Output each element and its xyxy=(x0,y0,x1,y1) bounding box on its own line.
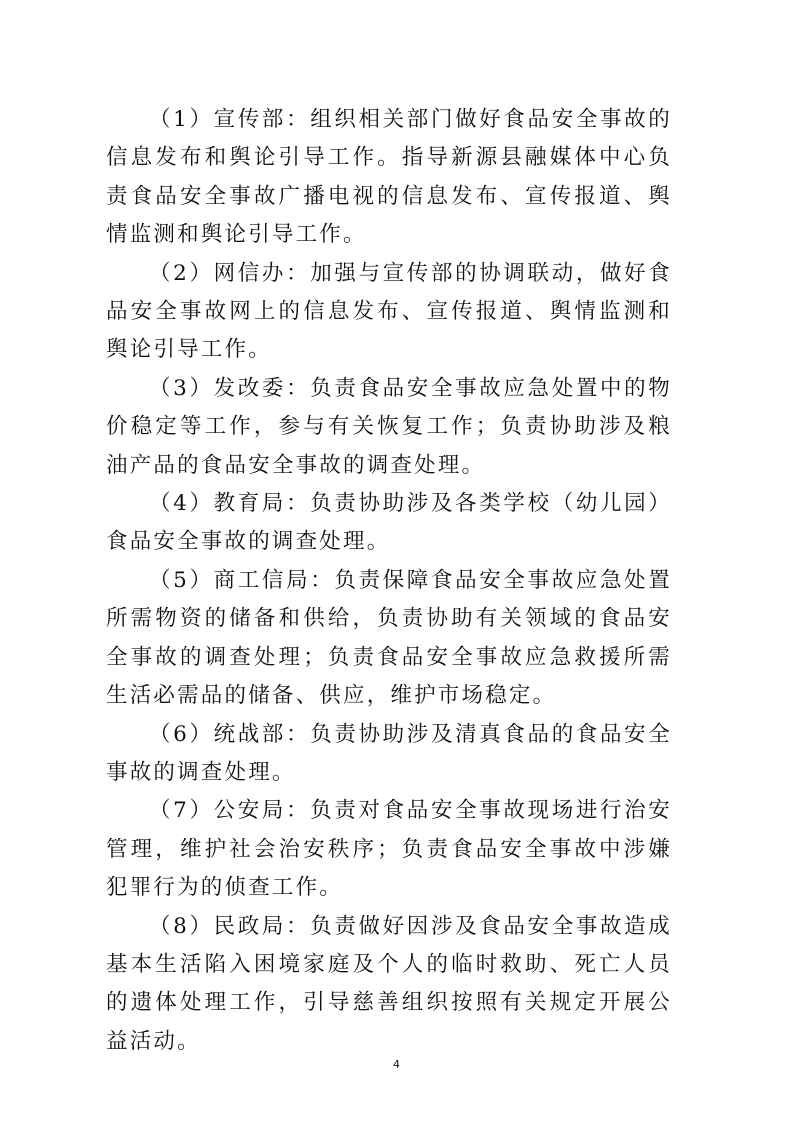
paragraph-cyberspace-office: （2）网信办：加强与宣传部的协调联动，做好食品安全事故网上的信息发布、宣传报道、舆情监测和舆论引导工作。 xyxy=(106,260,672,363)
paragraph-public-security-bureau: （7）公安局：负责对食品安全事故现场进行治安管理，维护社会治安秩序；负责食品安全事故中涉嫌犯罪行为的侦查工作。 xyxy=(106,798,672,901)
document-body xyxy=(106,101,672,1061)
paragraph-united-front-dept: （6）统战部：负责协助涉及清真食品的食品安全事故的调查处理。 xyxy=(106,721,672,785)
paragraph-development-reform-commission: （3）发改委：负责食品安全事故应急处置中的物价稳定等工作，参与有关恢复工作；负责协助涉及粮油产品的食品安全事故的调查处理。 xyxy=(106,375,672,478)
paragraph-civil-affairs-bureau: （8）民政局：负责做好因涉及食品安全事故造成基本生活陷入困境家庭及个人的临时救助、死亡人员的遗体处理工作，引导慈善组织按照有关规定开展公益活动。 xyxy=(106,913,672,1054)
paragraph-commerce-industry-bureau: （5）商工信局：负责保障食品安全事故应急处置所需物资的储备和供给，负责协助有关领域的食品安全事故的调查处理；负责食品安全事故应急救援所需生活必需品的储备、供应，维护市场稳定。 xyxy=(106,567,672,709)
page-number: 4 xyxy=(393,1058,400,1071)
paragraph-propaganda-dept: （1）宣传部：组织相关部门做好食品安全事故的信息发布和舆论引导工作。指导新源县融媒体中心负责食品安全事故广播电视的信息发布、宣传报道、舆情监测和舆论引导工作。 xyxy=(106,107,672,248)
paragraph-education-bureau: （4）教育局：负责协助涉及各类学校（幼儿园）食品安全事故的调查处理。 xyxy=(106,491,672,555)
